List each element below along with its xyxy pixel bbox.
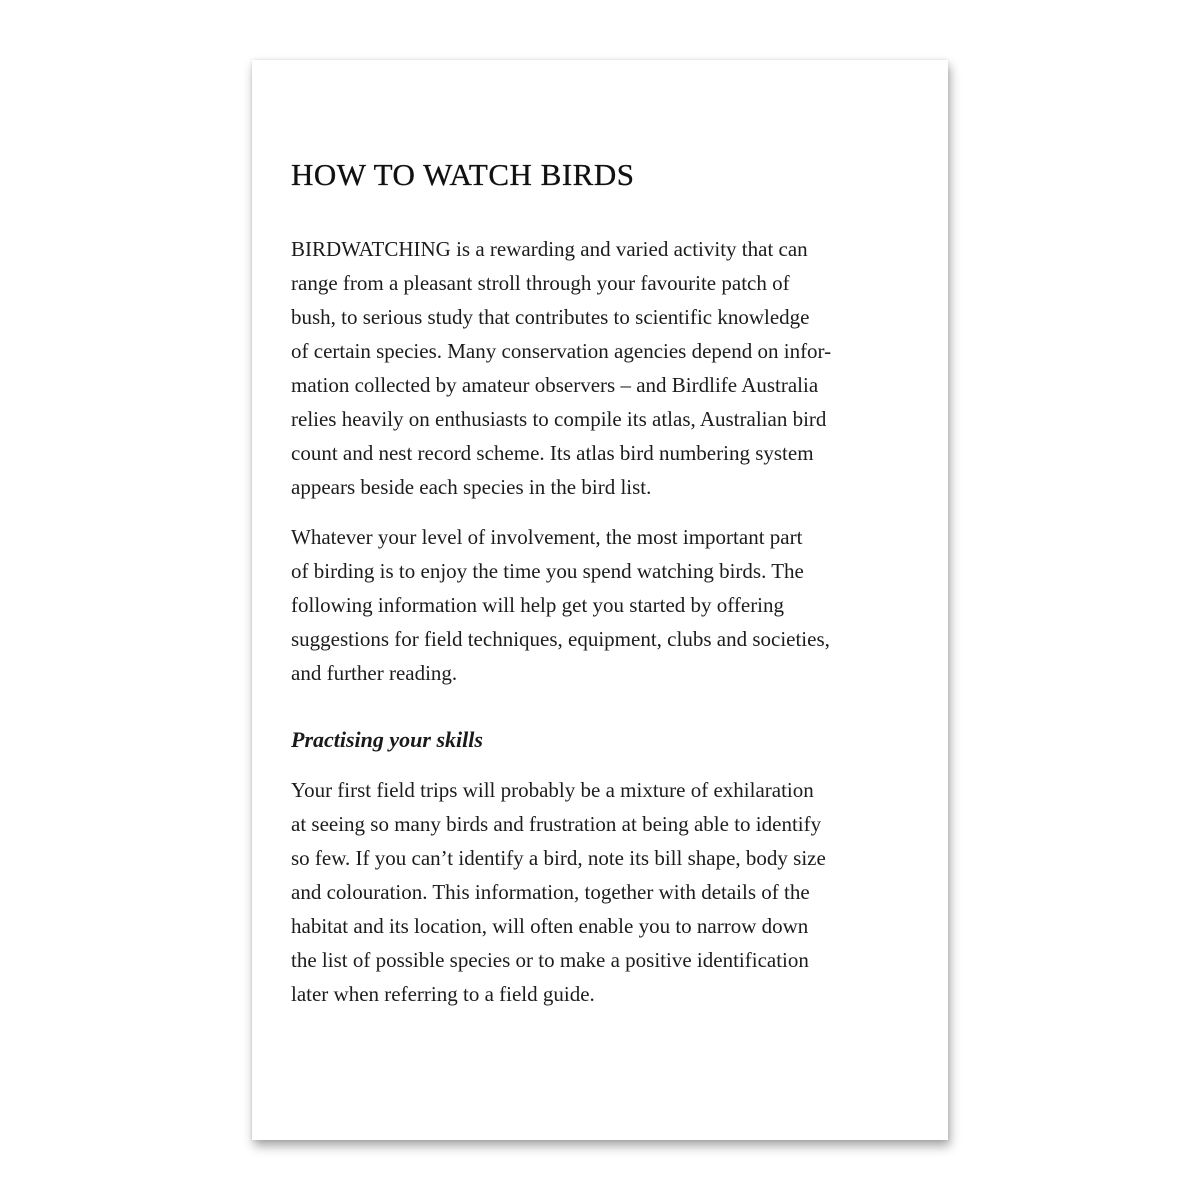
text-line: range from a pleasant stroll through your favourite patch of xyxy=(291,271,790,295)
text-line: bush, to serious study that contributes to scientific knowledge xyxy=(291,305,810,329)
text-line: suggestions for field techniques, equipment, clubs and societies, xyxy=(291,627,830,651)
text-line: and colouration. This information, together with details of the xyxy=(291,880,810,904)
text-line: and further reading. xyxy=(291,661,458,685)
text-line: BIRDWATCHING is a rewarding and varied activity that can xyxy=(291,237,808,261)
text-line: appears beside each species in the bird list. xyxy=(291,475,652,499)
intro-paragraph xyxy=(291,232,921,504)
text-line: following information will help get you started by offering xyxy=(291,593,785,617)
text-line: relies heavily on enthusiasts to compile its atlas, Australian bird xyxy=(291,407,827,431)
section-subheading: Practising your skills xyxy=(291,727,483,752)
text-line: Whatever your level of involvement, the most important part xyxy=(291,525,803,549)
text-line: of certain species. Many conservation agencies depend on infor- xyxy=(291,339,832,363)
involvement-paragraph xyxy=(291,520,921,690)
skills-paragraph xyxy=(291,773,921,1011)
text-line: the list of possible species or to make a positive identification xyxy=(291,948,809,972)
text-line: habitat and its location, will often enable you to narrow down xyxy=(291,914,809,938)
text-line: so few. If you can’t identify a bird, note its bill shape, body size xyxy=(291,846,826,870)
text-line: of birding is to enjoy the time you spend watching birds. The xyxy=(291,559,804,583)
text-line: later when referring to a field guide. xyxy=(291,982,595,1006)
text-line: mation collected by amateur observers – and Birdlife Australia xyxy=(291,373,819,397)
text-line: at seeing so many birds and frustration at being able to identify xyxy=(291,812,822,836)
page-title: HOW TO WATCH BIRDS xyxy=(291,157,635,192)
text-line: count and nest record scheme. Its atlas bird numbering system xyxy=(291,441,814,465)
page-content xyxy=(291,155,921,1011)
book-page xyxy=(252,60,948,1140)
text-line: Your first field trips will probably be a mixture of exhilaration xyxy=(291,778,814,802)
